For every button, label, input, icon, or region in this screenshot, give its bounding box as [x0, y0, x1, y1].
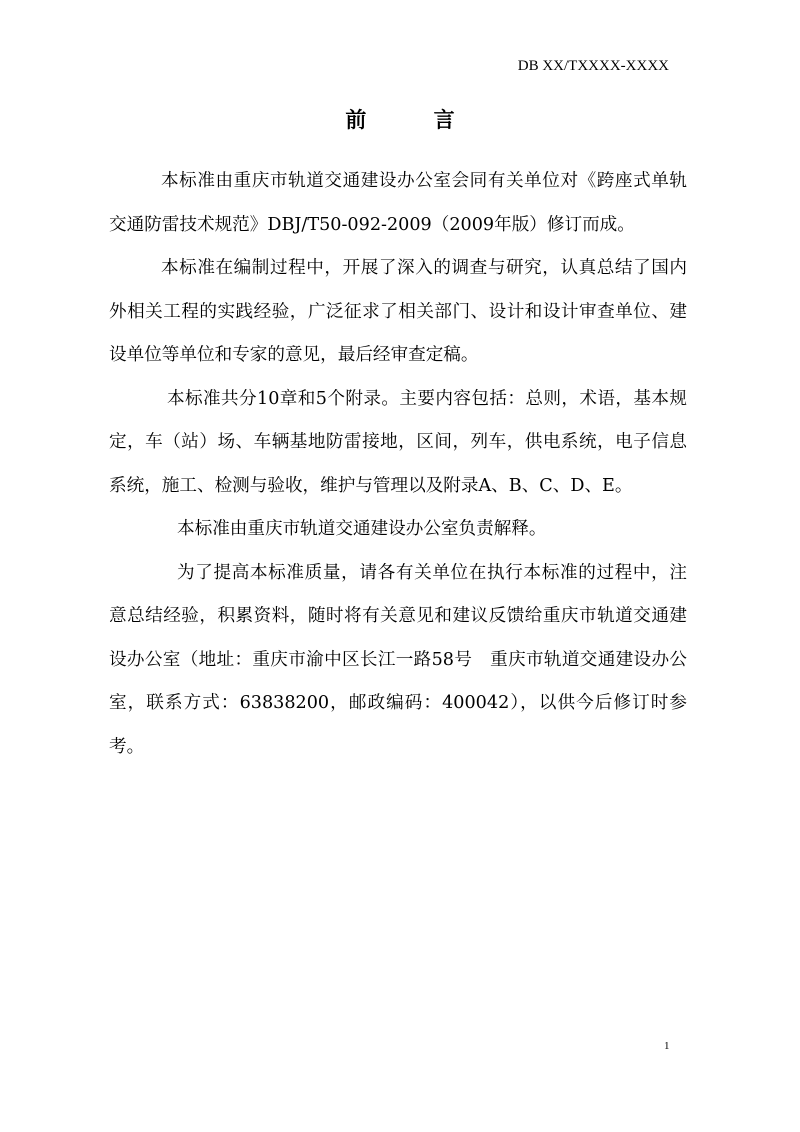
document-body [109, 160, 687, 769]
paragraph: 本标准由重庆市轨道交通建设办公室会同有关单位对《跨座式单轨交通防雷技术规范》DBJ/T50-092-2009（2009年版）修订而成。 [109, 171, 687, 235]
paragraph: 本标准在编制过程中，开展了深入的调查与研究，认真总结了国内外相关工程的实践经验，广泛征求了相关部门、设计和设计审查单位、建设单位等单位和专家的意见，最后经审查定稿。 [109, 258, 687, 365]
paragraph: 本标准由重庆市轨道交通建设办公室负责解释。 [177, 519, 547, 539]
standard-code: DB XX/TXXXX-XXXX [517, 58, 669, 74]
paragraph: 本标准共分10章和5个附录。主要内容包括：总则，术语，基本规定，车（站）场、车辆基地防雷接地，区间，列车，供电系统，电子信息系统，施工、检测与验收，维护与管理以及附录A、B、C、D、E。 [109, 388, 687, 496]
page-title: 前 言 [345, 107, 485, 132]
page-number: 1 [664, 1040, 670, 1052]
paragraph: 为了提高本标准质量，请各有关单位在执行本标准的过程中，注意总结经验，积累资料，随时将有关意见和建议反馈给重庆市轨道交通建设办公室（地址：重庆市渝中区长江一路58号 重庆市轨道交通建设办公室，联系方式：63838200，邮政编码：400042），以供今后修订时参考。 [109, 562, 687, 757]
